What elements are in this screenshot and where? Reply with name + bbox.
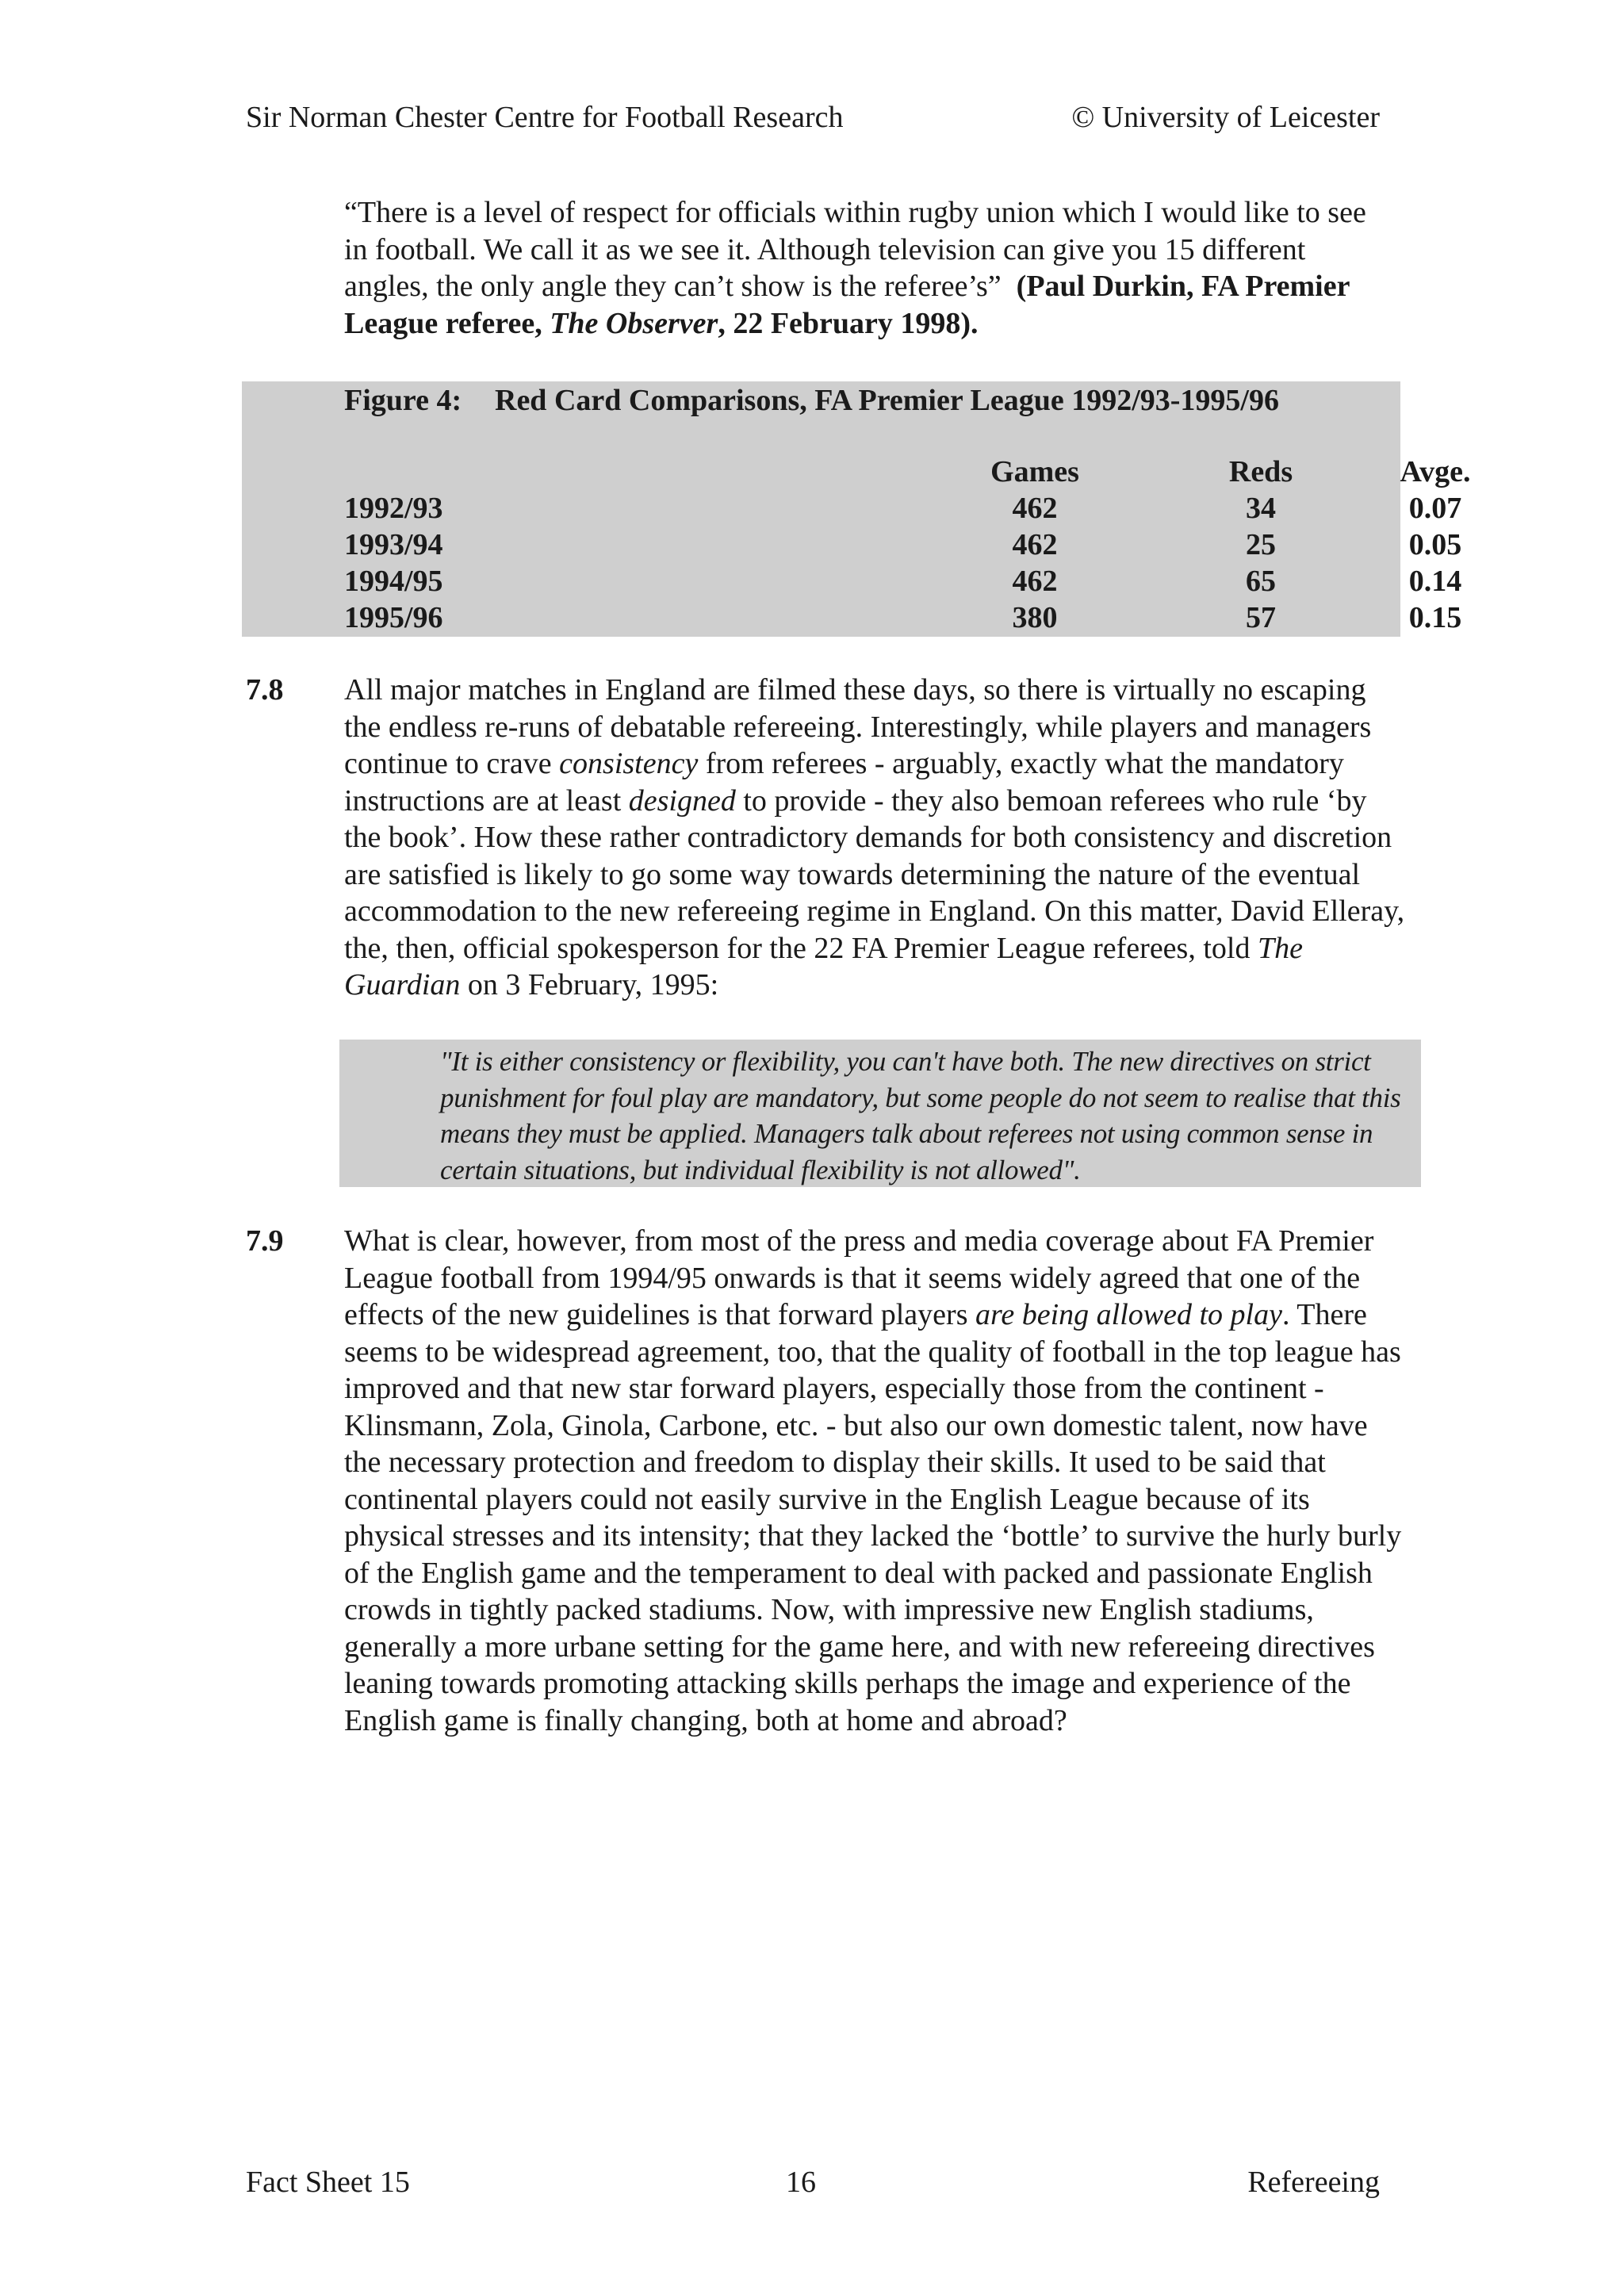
table-row (242, 564, 1462, 600)
reds-cell: 25 (1246, 528, 1276, 561)
emphasis-text: designed (628, 783, 736, 818)
avg-cell: 0.15 (1408, 601, 1462, 634)
intro-quote-date: , 22 February 1998). (718, 306, 979, 340)
page-footer (246, 2165, 1380, 2204)
newspaper-title: The Guardian (344, 931, 1303, 1001)
season-cell: 1994/95 (344, 565, 443, 598)
games-cell: 462 (1012, 492, 1058, 525)
page-header (246, 100, 1380, 140)
table-row (242, 600, 1462, 637)
games-cell: 462 (1012, 565, 1058, 598)
section-number: 7.8 (246, 673, 284, 707)
games-cell: 380 (1012, 601, 1058, 634)
footer-factsheet: Fact Sheet 15 (246, 2166, 410, 2199)
paragraph-text: . There seems to be widespread agreement, too, that the quality of football in the top league has improved and that new star forward players, especially those from the continent - Klinsmann, Zola, Ginola, Carbone, etc. - but also our own domestic talent, now have the necessary protection and freedom to display their skills. It used to be said that continental players could not easily survive in the English League because of its physical stresses and its intensity; that they lacked the ‘bottle’ to survive the hurly burly of the English game and the temperament to deal with packed and passionate English crowds in tightly packed stadiums. Now, with impressive new English stadiums, generally a more urbane setting for the game here, and with new refereeing directives leaning towards promoting attacking skills perhaps the image and experience of the English game is finally changing, both at home and abroad? (344, 1298, 1402, 1737)
column-header-avg: Avge. (1400, 455, 1471, 488)
paragraph-text: from referees - arguably, exactly what the mandatory instructions are at least (344, 747, 1344, 818)
header-institution: Sir Norman Chester Centre for Football Research (246, 101, 844, 134)
elleray-quote: "It is either consistency or flexibility, you can't have both. The new directives on strict punishment for foul play are mandatory, but some people do not seem to realise that this means they must be applied. Managers talk about referees not using common sense in certain situations, but individual flexibility is not allowed". (440, 1046, 1401, 1185)
red-card-figure (242, 381, 1471, 637)
section-body (344, 1223, 1407, 1739)
intro-quote-text: “There is a level of respect for officials within rugby union which I would like to see in football. We call it as we see it. Although television can give you 15 different angles, the only angle they can’t show is the referee’s” (344, 196, 1366, 303)
season-cell: 1992/93 (344, 492, 443, 525)
header-copyright: © University of Leicester (1071, 101, 1380, 134)
avg-cell: 0.14 (1408, 565, 1462, 598)
paragraph-text: All major matches in England are filmed these days, so there is virtually no escaping the endless re-runs of debatable refereeing. Interestingly, while players and managers continue to crave (344, 673, 1372, 780)
emphasis-text: consistency (559, 747, 699, 780)
column-header-reds: Reds (1228, 455, 1293, 488)
table-row (242, 491, 1462, 527)
paragraph-text: on 3 February, 1995: (460, 968, 719, 1001)
paragraph-text: to provide - they also bemoan referees who rule ‘by the book’. How these rather contradictory demands for both consistency and discretion are satisfied is likely to go some way towards determining the nature of the eventual accommodation to the new refereeing regime in England. On this matter, David Elleray, the, then, official spokesperson for the 22 FA Premier League referees, told (344, 783, 1405, 965)
avg-cell: 0.07 (1408, 492, 1462, 525)
season-cell: 1995/96 (344, 601, 443, 634)
intro-quote (344, 194, 1391, 342)
page-number: 16 (786, 2166, 816, 2199)
season-cell: 1993/94 (344, 528, 443, 561)
avg-cell: 0.05 (1408, 528, 1462, 561)
intro-quote-attribution: (Paul Durkin, FA Premier League referee, (344, 270, 1350, 340)
reds-cell: 34 (1246, 492, 1276, 525)
paragraph-text: What is clear, however, from most of the press and media coverage about FA Premier League football from 1994/95 onwards is that it seems widely agreed that one of the effects of the new guidelines is that forward players (344, 1224, 1374, 1331)
table-header-row (242, 454, 1471, 491)
reds-cell: 57 (1246, 601, 1276, 634)
reds-cell: 65 (1246, 565, 1276, 598)
figure-caption (344, 383, 1279, 418)
table-row (242, 527, 1462, 564)
emphasis-text: are being allowed to play (975, 1298, 1282, 1331)
section-number: 7.9 (246, 1224, 284, 1258)
footer-topic: Refereeing (1247, 2166, 1380, 2199)
column-header-games: Games (990, 455, 1079, 488)
intro-quote-source: The Observer (550, 306, 718, 340)
elleray-quote-box (339, 1040, 1421, 1187)
figure-number: Figure 4: (344, 384, 462, 417)
figure-title: Red Card Comparisons, FA Premier League 1992/93-1995/96 (495, 384, 1279, 417)
games-cell: 462 (1012, 528, 1058, 561)
section-body (344, 672, 1407, 1004)
